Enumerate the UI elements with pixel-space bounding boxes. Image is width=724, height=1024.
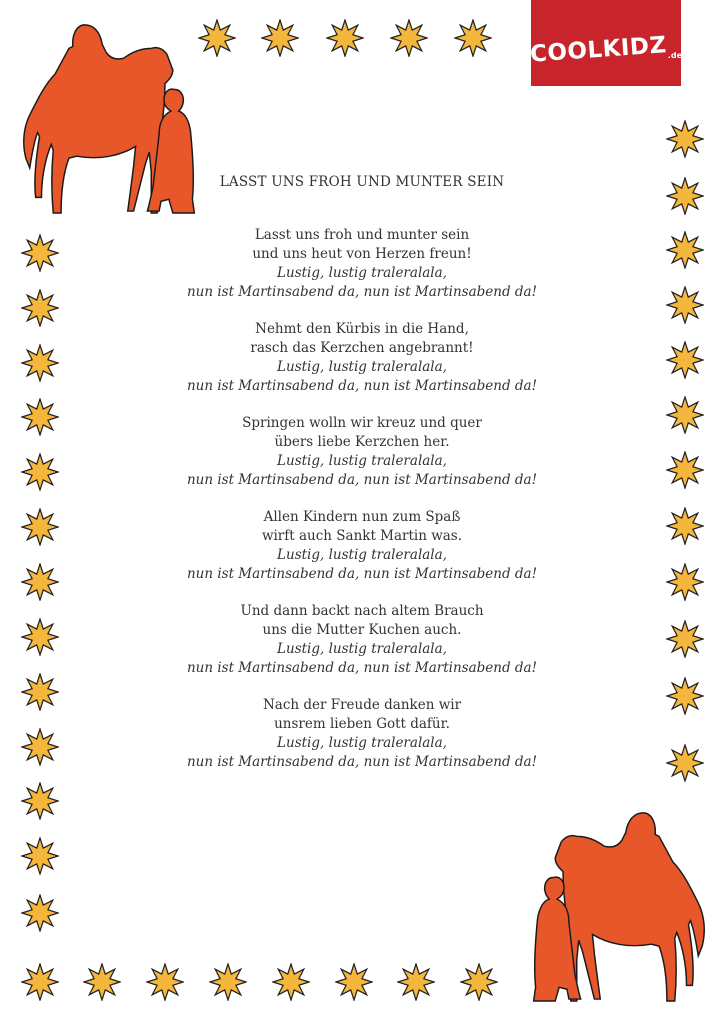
verse-line: Allen Kindern nun zum Spaß (263, 509, 461, 525)
refrain-line: Lustig, lustig traleralala, (277, 641, 447, 657)
stanza (162, 508, 562, 584)
star-icon (21, 963, 59, 1001)
stanza (162, 320, 562, 396)
star-icon (21, 289, 59, 327)
star-icon (21, 782, 59, 820)
star-icon (666, 563, 704, 601)
star-icon (261, 19, 299, 57)
star-icon (21, 453, 59, 491)
refrain-line: nun ist Martinsabend da, nun ist Martinsabend da! (186, 566, 538, 582)
verse-line: übers liebe Kerzchen her. (274, 434, 450, 450)
verse-line: Nehmt den Kürbis in die Hand, (255, 321, 469, 337)
star-icon (21, 673, 59, 711)
verse-line: wirft auch Sankt Martin was. (261, 528, 463, 544)
star-icon (21, 508, 59, 546)
verse-line: rasch das Kerzchen angebrannt! (250, 340, 474, 356)
refrain-line: nun ist Martinsabend da, nun ist Martinsabend da! (186, 378, 538, 394)
star-icon (335, 963, 373, 1001)
star-icon (209, 963, 247, 1001)
song-title: LASST UNS FROH UND MUNTER SEIN (219, 174, 505, 190)
star-icon (326, 19, 364, 57)
star-icon (460, 963, 498, 1001)
star-icon (21, 618, 59, 656)
logo-suffix: .de (667, 50, 682, 60)
refrain-line: Lustig, lustig traleralala, (277, 453, 447, 469)
verse-line: Und dann backt nach altem Brauch (240, 603, 484, 619)
refrain-line: Lustig, lustig traleralala, (277, 359, 447, 375)
star-icon (666, 286, 704, 324)
sankt-martin-on-horse-bottom-right-illustration (516, 800, 712, 1008)
verse-line: Springen wolln wir kreuz und quer (242, 415, 482, 431)
stanza (162, 414, 562, 490)
star-icon (390, 19, 428, 57)
star-icon (666, 620, 704, 658)
star-icon (272, 963, 310, 1001)
stanza (162, 226, 562, 302)
refrain-line: nun ist Martinsabend da, nun ist Martinsabend da! (186, 472, 538, 488)
star-icon (83, 963, 121, 1001)
star-icon (666, 341, 704, 379)
verse-line: Lasst uns froh und munter sein (254, 227, 470, 243)
logo-text: COOLKIDZ (529, 32, 668, 68)
star-icon (146, 963, 184, 1001)
refrain-line: nun ist Martinsabend da, nun ist Martinsabend da! (186, 754, 538, 770)
refrain-line: Lustig, lustig traleralala, (277, 735, 447, 751)
song-lyrics (162, 226, 562, 790)
star-icon (666, 451, 704, 489)
star-icon (21, 837, 59, 875)
refrain-line: nun ist Martinsabend da, nun ist Martinsabend da! (186, 284, 538, 300)
star-icon (21, 894, 59, 932)
verse-line: und uns heut von Herzen freun! (252, 246, 472, 262)
star-icon (21, 563, 59, 601)
star-icon (666, 120, 704, 158)
star-icon (21, 398, 59, 436)
star-icon (666, 231, 704, 269)
refrain-line: Lustig, lustig traleralala, (277, 547, 447, 563)
star-icon (21, 728, 59, 766)
verse-line: Nach der Freude danken wir (262, 697, 462, 713)
verse-line: uns die Mutter Kuchen auch. (262, 622, 462, 638)
stanza (162, 602, 562, 678)
star-icon (666, 396, 704, 434)
star-icon (666, 744, 704, 782)
star-icon (454, 19, 492, 57)
star-icon (666, 507, 704, 545)
star-icon (21, 234, 59, 272)
stanza (162, 696, 562, 772)
star-icon (21, 344, 59, 382)
coolkidz-logo[interactable] (531, 0, 681, 86)
refrain-line: Lustig, lustig traleralala, (277, 265, 447, 281)
star-icon (397, 963, 435, 1001)
refrain-line: nun ist Martinsabend da, nun ist Martinsabend da! (186, 660, 538, 676)
star-icon (666, 677, 704, 715)
verse-line: unsrem lieben Gott dafür. (274, 716, 450, 732)
